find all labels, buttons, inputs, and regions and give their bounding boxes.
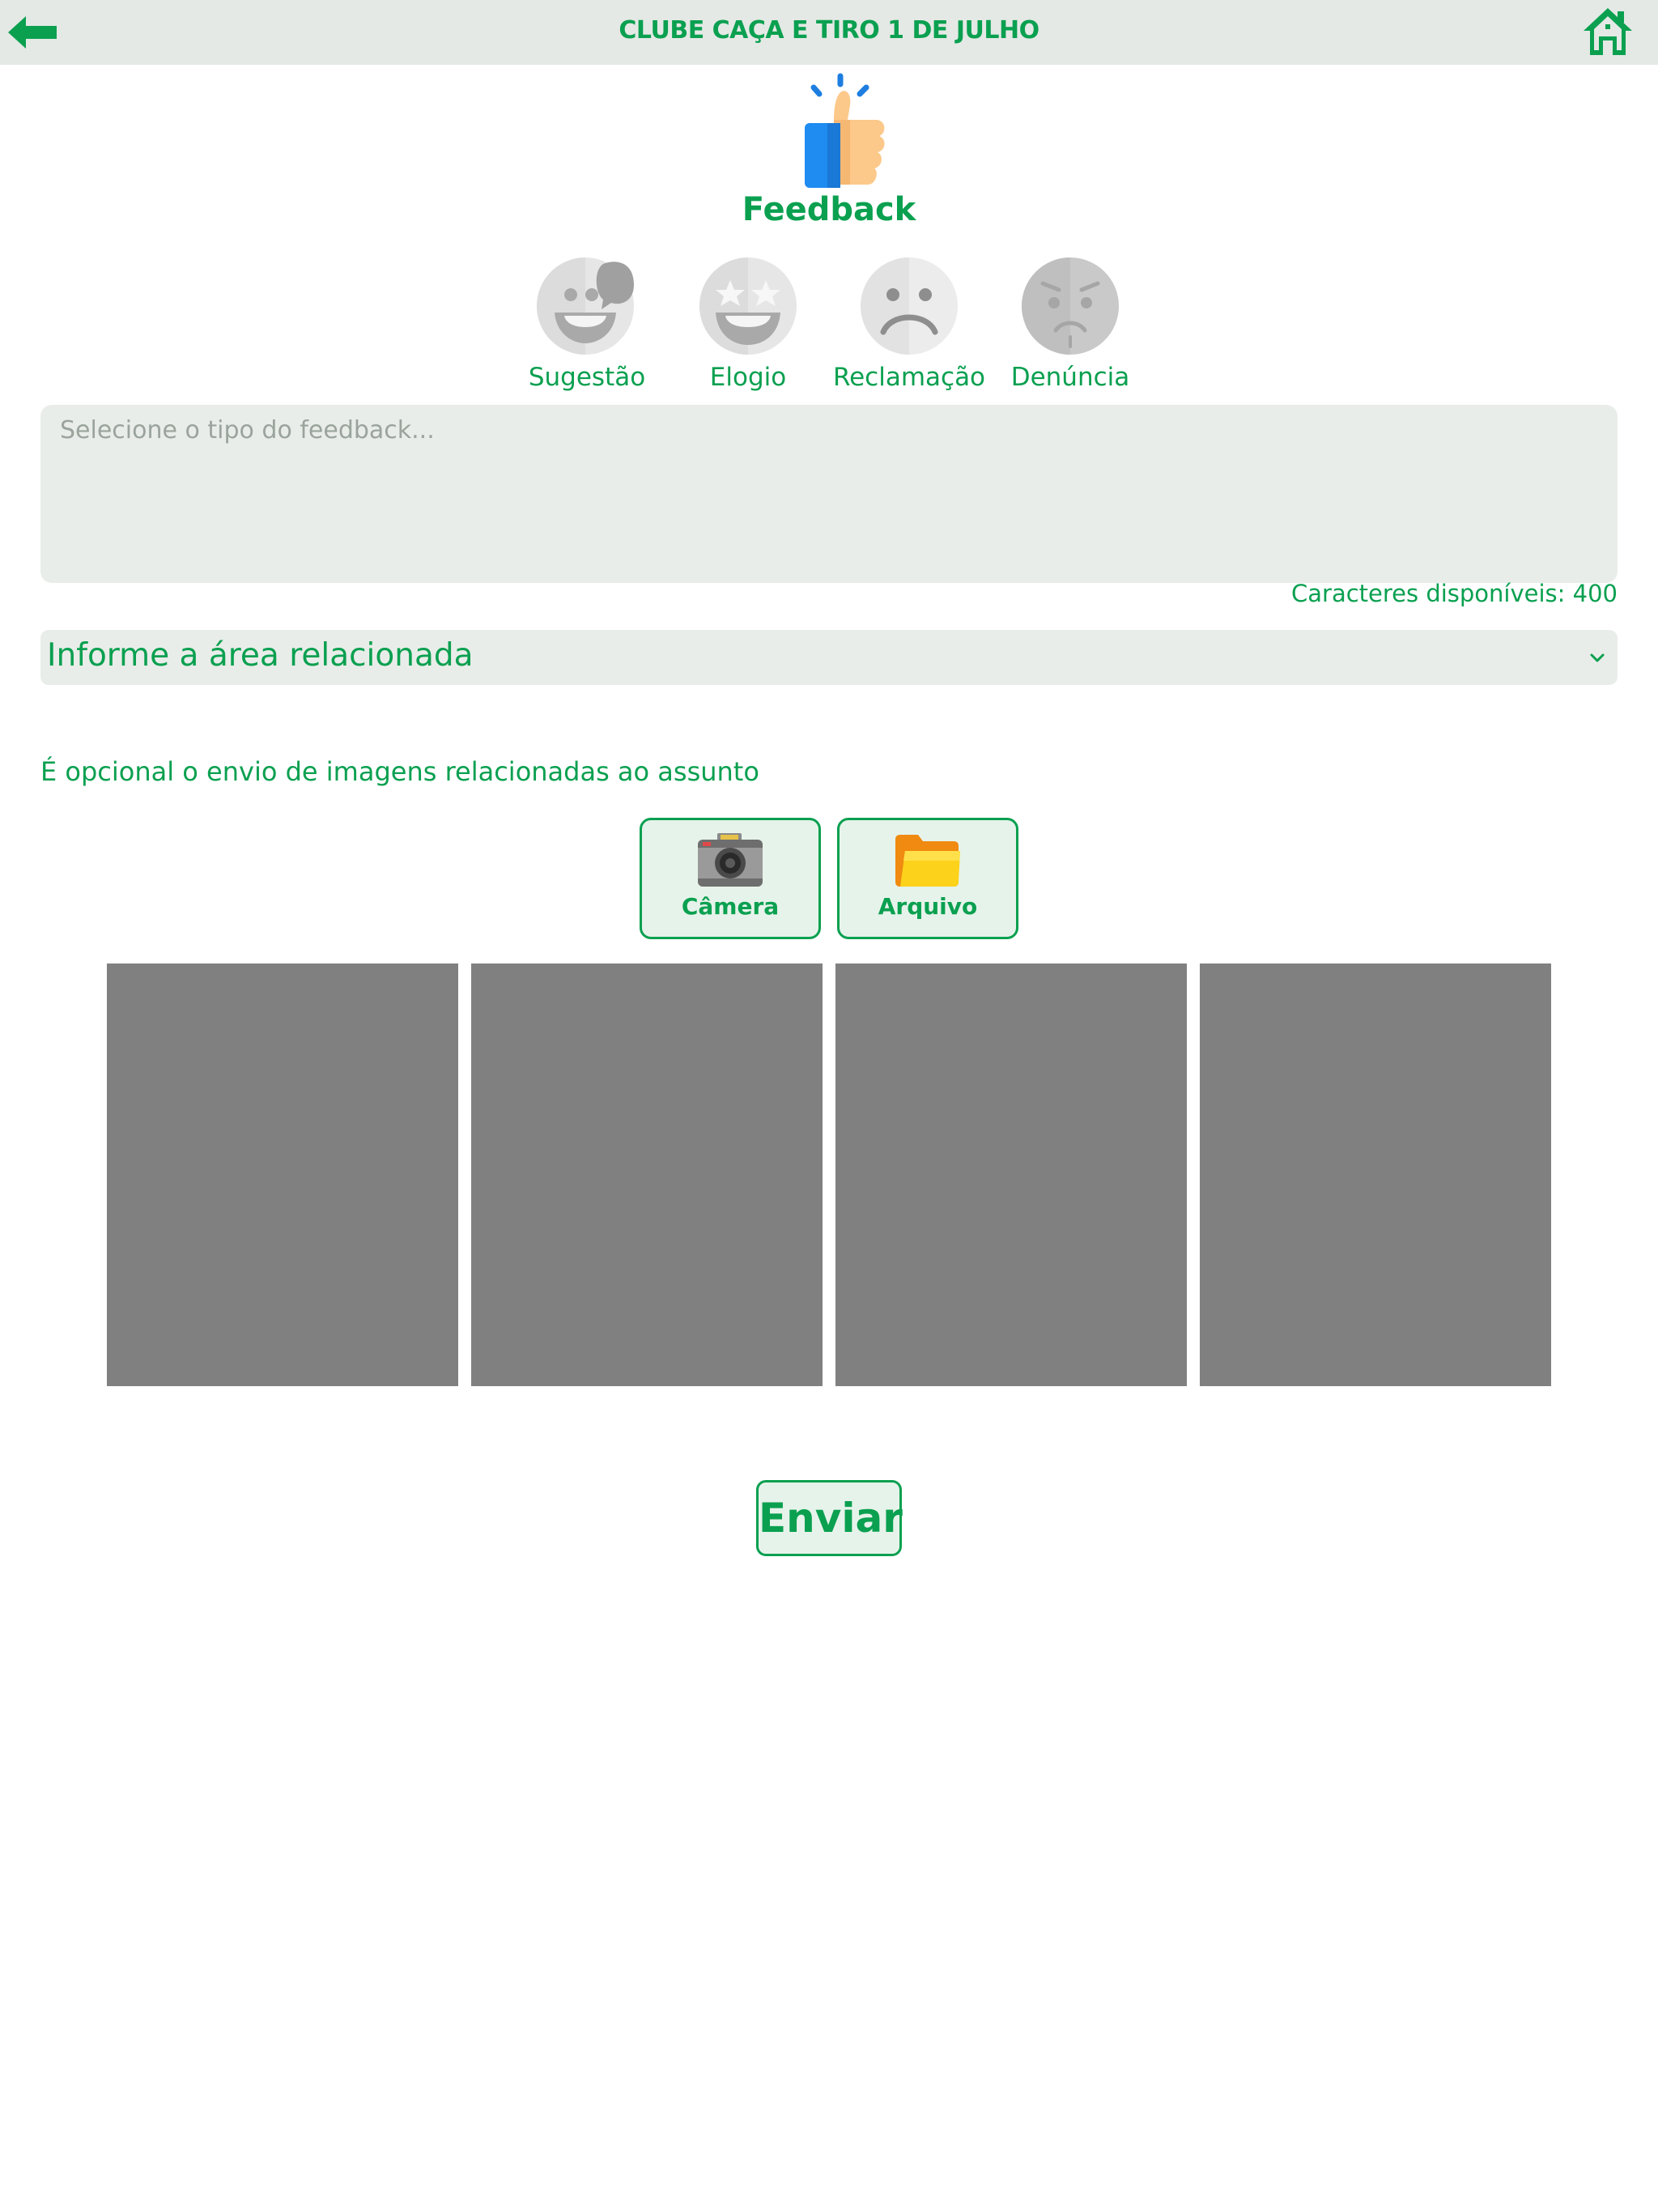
feedback-placeholder: Selecione o tipo do feedback... [60,416,435,445]
type-option-elogio[interactable] [663,256,833,392]
area-select-value: Informe a área relacionada [47,637,474,674]
home-icon [1582,6,1634,57]
submit-button[interactable]: Enviar [756,1480,902,1556]
suggestion-face-icon [537,256,637,356]
chevron-down-icon [1588,649,1606,667]
camera-button[interactable] [640,818,821,939]
camera-icon [696,833,764,888]
camera-label: Câmera [681,893,780,920]
char-counter: Caracteres disponíveis: 400 [1291,580,1618,607]
sad-face-icon [859,256,959,356]
type-label-denuncia: Denúncia [1010,363,1130,392]
angry-face-icon [1020,256,1120,356]
type-label-sugestao: Sugestão [528,363,646,392]
area-select[interactable] [40,630,1618,685]
type-option-denuncia[interactable] [985,256,1155,392]
feedback-title: Feedback [742,191,916,228]
thumbs-up-icon [769,71,891,191]
file-label: Arquivo [878,893,978,920]
app-title: CLUBE CAÇA E TIRO 1 DE JULHO [619,16,1039,45]
file-button[interactable] [837,818,1018,939]
folder-icon [894,833,962,888]
image-slot-2[interactable] [471,963,823,1386]
optional-images-note: É opcional o envio de imagens relacionadas ao assunto [40,756,759,787]
type-label-reclamacao: Reclamação [832,363,986,392]
feedback-textarea[interactable] [40,405,1618,583]
star-eyes-face-icon [698,256,798,356]
type-option-reclamacao[interactable] [824,256,994,392]
image-slot-1[interactable] [107,963,458,1386]
home-button[interactable] [1582,6,1634,57]
type-option-sugestao[interactable] [502,256,672,392]
image-slot-3[interactable] [835,963,1187,1386]
type-label-elogio: Elogio [709,363,787,392]
image-slot-4[interactable] [1200,963,1551,1386]
top-bar [0,0,1658,65]
